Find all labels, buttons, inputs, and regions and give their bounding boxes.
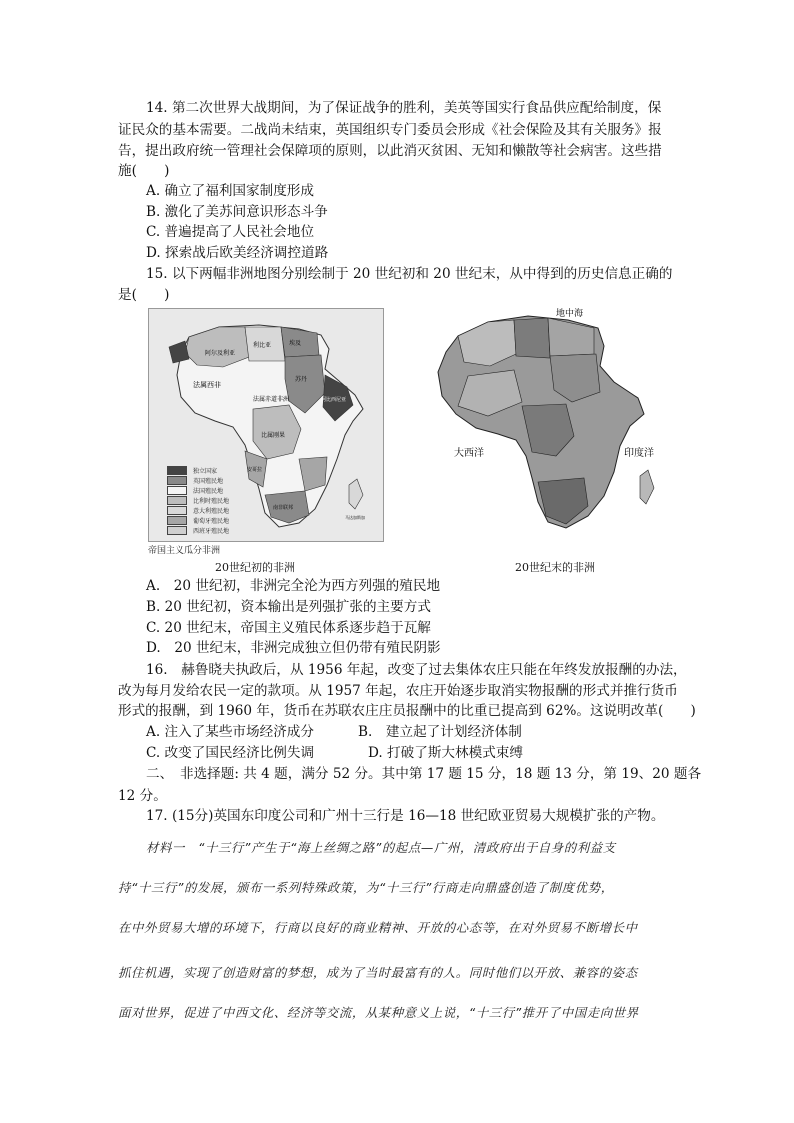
map1-legend bbox=[167, 465, 229, 535]
map2-label-mediterranean: 地中海 bbox=[556, 309, 584, 319]
map1-label-belgian-congo: 比属刚果 bbox=[261, 432, 286, 439]
q16-stem-line-3: 形式的报酬，到 1960 年，货币在苏联农庄庄员报酬中的比重已提高到 62%。这说明改革( ) bbox=[118, 703, 696, 719]
q17-material-line-5: 面对世界，促进了中西文化、经济等交流，从某种意义上说，“十三行”推开了中国走向世界 bbox=[118, 1005, 639, 1020]
q15-option-d: D. 20 世纪末，非洲完成独立但仍带有殖民阴影 bbox=[146, 640, 441, 656]
map1-label-madagascar: 马达加斯加 bbox=[345, 515, 365, 520]
map1-label-algeria: 阿尔及利亚 bbox=[205, 350, 236, 357]
map1-legend-item: 比利时殖民地 bbox=[167, 495, 229, 505]
q15-stem-line-2: 是( ) bbox=[118, 287, 170, 303]
q15-stem-line-1: 15. 以下两幅非洲地图分别绘制于 20 世纪初和 20 世纪末，从中得到的历史信息正确的 bbox=[146, 266, 673, 282]
q16-stem-line-1: 16. 赫鲁晓夫执政后，从 1956 年起，改变了过去集体农庄只能在年终发放报酬的办法， bbox=[146, 662, 687, 678]
q15-option-b: B. 20 世纪初，资本输出是列强扩张的主要方式 bbox=[146, 599, 431, 615]
map2-label-indian-ocean: 印度洋 bbox=[624, 448, 654, 459]
q14-option-c: C. 普遍提高了人民社会地位 bbox=[146, 224, 315, 240]
map1-label-abyssinia: 阿比西尼亚 bbox=[321, 397, 347, 403]
q16-option-c: C. 改变了国民经济比例失调 bbox=[146, 745, 315, 761]
map1-label-french-equatorial-africa: 法属赤道非洲 bbox=[253, 396, 290, 403]
q16-option-d: D. 打破了斯大林模式束缚 bbox=[368, 745, 523, 761]
q17-material-line-4: 抓住机遇，实现了创造财富的梦想，成为了当时最富有的人。同时他们以开放、兼容的姿态 bbox=[118, 965, 638, 980]
map1-label-egypt: 埃及 bbox=[289, 340, 302, 347]
q15-option-c: C. 20 世纪末，帝国主义殖民体系逐步趋于瓦解 bbox=[146, 620, 431, 636]
map1-legend-item: 意大利殖民地 bbox=[167, 505, 229, 515]
map1-legend-item: 西班牙殖民地 bbox=[167, 525, 229, 535]
q14-stem-line-4: 施( ) bbox=[118, 163, 170, 179]
map1-source-note: 帝国主义瓜分非洲 bbox=[148, 546, 221, 556]
q14-stem-line-3: 告，提出政府统一管理社会保障项的原则，以此消灭贫困、无知和懒散等社会病害。这些措 bbox=[118, 143, 662, 159]
map1-legend-item: 英国殖民地 bbox=[167, 475, 229, 485]
map2-label-atlantic: 大西洋 bbox=[454, 448, 484, 459]
q17-intro: 17. (15分)英国东印度公司和广州十三行是 16—18 世纪欧亚贸易大规模扩张的产物。 bbox=[146, 808, 665, 824]
q15-option-a: A. 20 世纪初，非洲完全沦为西方列强的殖民地 bbox=[146, 578, 441, 594]
map1-label-libya: 利比亚 bbox=[253, 342, 272, 349]
map1-label-sudan: 苏丹 bbox=[295, 376, 308, 383]
map2-caption: 20世纪末的非洲 bbox=[515, 561, 595, 574]
africa-map-2-graphic bbox=[418, 306, 680, 544]
map1-legend-item: 葡萄牙殖民地 bbox=[167, 515, 229, 525]
q14-option-d: D. 探索战后欧美经济调控道路 bbox=[146, 245, 329, 261]
q14-option-a: A. 确立了福利国家制度形成 bbox=[146, 183, 314, 199]
map1-label-french-west-africa: 法属西非 bbox=[193, 381, 221, 389]
q14-stem-line-2: 证民众的基本需要。二战尚未结束，英国组织专门委员会形成《社会保险及其有关服务》报 bbox=[118, 122, 662, 138]
q14-option-b: B. 激化了美苏间意识形态斗争 bbox=[146, 204, 328, 220]
africa-map-late-20th-century bbox=[418, 306, 680, 544]
africa-map-early-20th-century bbox=[148, 308, 384, 542]
q16-option-b: B. 建立起了计划经济体制 bbox=[358, 724, 522, 740]
q17-material-line-1: 材料一 “十三行”产生于“海上丝绸之路”的起点—广州，清政府出于自身的利益支 bbox=[146, 840, 616, 855]
section2-heading-line-2: 12 分。 bbox=[118, 788, 167, 804]
q17-material-line-2: 持“十三行”的发展，颁布一系列特殊政策，为“十三行”行商走向鼎盛创造了制度优势， bbox=[118, 880, 614, 895]
section2-heading-line-1: 二、 非选择题: 共 4 题，满分 52 分。其中第 17 题 15 分，18 题 13 分，第 19、20 题各 bbox=[146, 766, 702, 782]
q17-material-line-3: 在中外贸易大增的环境下，行商以良好的商业精神、开放的心态等，在对外贸易不断增长中 bbox=[118, 920, 638, 935]
map1-label-union-of-south-africa: 南非联邦 bbox=[273, 505, 294, 511]
q16-option-a: A. 注入了某些市场经济成分 bbox=[146, 724, 314, 740]
map1-legend-item: 独立国家 bbox=[167, 465, 229, 475]
q16-stem-line-2: 改为每月发给农民一定的款项。从 1957 年起，农庄开始逐步取消实物报酬的形式并推行货币 bbox=[118, 683, 678, 699]
map1-label-angola: 安哥拉 bbox=[247, 467, 263, 473]
map1-caption: 20世纪初的非洲 bbox=[215, 561, 295, 574]
map1-legend-item: 法国殖民地 bbox=[167, 485, 229, 495]
q14-stem-line-1: 14. 第二次世界大战期间，为了保证战争的胜利，美英等国实行食品供应配给制度，保 bbox=[146, 100, 662, 116]
